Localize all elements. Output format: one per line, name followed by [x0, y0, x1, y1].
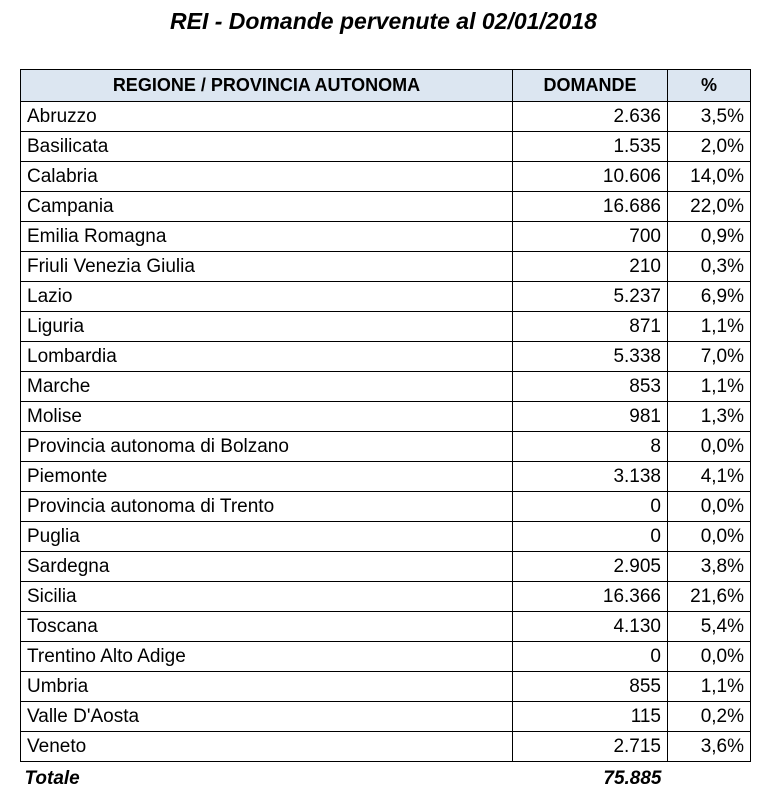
table-row — [21, 522, 751, 552]
table-row — [21, 672, 751, 702]
cell-domande: 981 — [513, 402, 668, 432]
cell-domande: 210 — [513, 252, 668, 282]
cell-percent: 1,3% — [668, 402, 751, 432]
cell-percent: 4,1% — [668, 462, 751, 492]
cell-percent: 0,3% — [668, 252, 751, 282]
cell-percent: 0,0% — [668, 522, 751, 552]
cell-percent: 3,5% — [668, 102, 751, 132]
cell-percent: 3,6% — [668, 732, 751, 762]
cell-domande: 2.715 — [513, 732, 668, 762]
table-row — [21, 702, 751, 732]
cell-region: Lazio — [21, 282, 513, 312]
cell-region: Campania — [21, 192, 513, 222]
cell-domande: 8 — [513, 432, 668, 462]
table-row — [21, 282, 751, 312]
table-row — [21, 612, 751, 642]
table-row — [21, 342, 751, 372]
cell-domande: 871 — [513, 312, 668, 342]
table-row — [21, 402, 751, 432]
table-row — [21, 582, 751, 612]
cell-region: Toscana — [21, 612, 513, 642]
cell-region: Liguria — [21, 312, 513, 342]
table-row — [21, 372, 751, 402]
table-row — [21, 192, 751, 222]
cell-region: Provincia autonoma di Bolzano — [21, 432, 513, 462]
table-row — [21, 312, 751, 342]
cell-percent: 1,1% — [668, 672, 751, 702]
cell-percent: 14,0% — [668, 162, 751, 192]
cell-domande: 700 — [513, 222, 668, 252]
cell-domande: 16.686 — [513, 192, 668, 222]
cell-percent: 0,2% — [668, 702, 751, 732]
table-row — [21, 462, 751, 492]
table-body — [21, 102, 751, 762]
cell-domande: 0 — [513, 642, 668, 672]
cell-domande: 2.905 — [513, 552, 668, 582]
table-header-row — [21, 70, 751, 102]
column-header-region: REGIONE / PROVINCIA AUTONOMA — [21, 70, 513, 102]
cell-percent: 0,0% — [668, 432, 751, 462]
cell-region: Friuli Venezia Giulia — [21, 252, 513, 282]
table-row — [21, 552, 751, 582]
cell-region: Molise — [21, 402, 513, 432]
cell-domande: 855 — [513, 672, 668, 702]
cell-domande: 115 — [513, 702, 668, 732]
cell-percent: 0,9% — [668, 222, 751, 252]
table-row — [21, 732, 751, 762]
table-row — [21, 642, 751, 672]
column-header-domande: DOMANDE — [513, 70, 668, 102]
cell-domande: 0 — [513, 522, 668, 552]
cell-region: Puglia — [21, 522, 513, 552]
table-row — [21, 102, 751, 132]
cell-domande: 853 — [513, 372, 668, 402]
cell-region: Veneto — [21, 732, 513, 762]
total-domande: 75.885 — [603, 767, 662, 789]
cell-percent: 1,1% — [668, 312, 751, 342]
table-row — [21, 222, 751, 252]
cell-percent: 1,1% — [668, 372, 751, 402]
table-row — [21, 132, 751, 162]
page-title: REI - Domande pervenute al 02/01/2018 — [170, 8, 597, 34]
cell-region: Umbria — [21, 672, 513, 702]
regional-applications-table — [20, 69, 751, 793]
cell-percent: 5,4% — [668, 612, 751, 642]
cell-region: Sicilia — [21, 582, 513, 612]
cell-percent: 2,0% — [668, 132, 751, 162]
table-row — [21, 492, 751, 522]
cell-percent: 3,8% — [668, 552, 751, 582]
cell-percent: 22,0% — [668, 192, 751, 222]
cell-region: Calabria — [21, 162, 513, 192]
total-row — [21, 762, 751, 794]
total-empty-cell — [668, 762, 751, 794]
cell-region: Trentino Alto Adige — [21, 642, 513, 672]
cell-domande: 3.138 — [513, 462, 668, 492]
cell-percent: 7,0% — [668, 342, 751, 372]
cell-region: Basilicata — [21, 132, 513, 162]
cell-percent: 0,0% — [668, 642, 751, 672]
cell-region: Piemonte — [21, 462, 513, 492]
cell-domande: 5.338 — [513, 342, 668, 372]
cell-domande: 4.130 — [513, 612, 668, 642]
cell-domande: 10.606 — [513, 162, 668, 192]
table-row — [21, 252, 751, 282]
table-row — [21, 162, 751, 192]
cell-domande: 2.636 — [513, 102, 668, 132]
cell-percent: 6,9% — [668, 282, 751, 312]
total-label: Totale — [24, 767, 80, 789]
cell-region: Provincia autonoma di Trento — [21, 492, 513, 522]
cell-region: Lombardia — [21, 342, 513, 372]
cell-region: Emilia Romagna — [21, 222, 513, 252]
cell-region: Valle D'Aosta — [21, 702, 513, 732]
cell-region: Abruzzo — [21, 102, 513, 132]
column-header-percent: % — [668, 70, 751, 102]
cell-region: Marche — [21, 372, 513, 402]
cell-percent: 0,0% — [668, 492, 751, 522]
cell-domande: 1.535 — [513, 132, 668, 162]
cell-domande: 5.237 — [513, 282, 668, 312]
table-row — [21, 432, 751, 462]
cell-domande: 16.366 — [513, 582, 668, 612]
cell-percent: 21,6% — [668, 582, 751, 612]
cell-domande: 0 — [513, 492, 668, 522]
cell-region: Sardegna — [21, 552, 513, 582]
